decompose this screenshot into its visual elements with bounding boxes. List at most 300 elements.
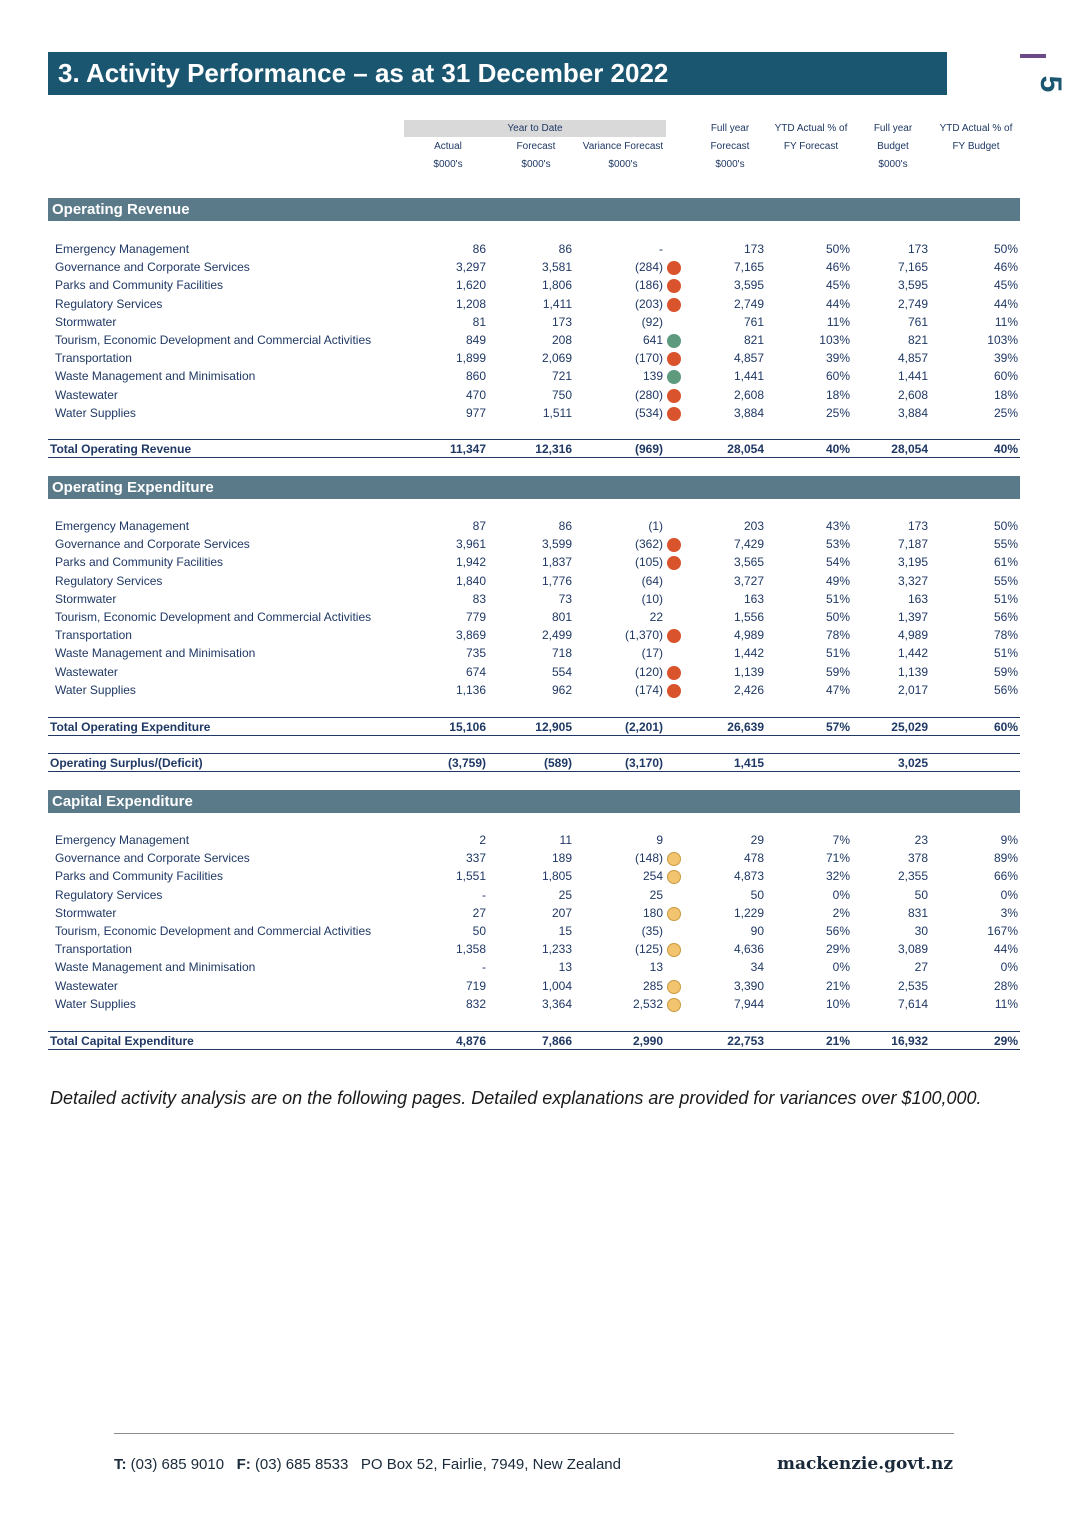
- table-row: [48, 644, 1020, 662]
- status-red-icon: [667, 556, 681, 570]
- cell-fy-forecast: 3,727: [733, 574, 764, 588]
- cell-forecast: (589): [543, 756, 572, 770]
- cell-actual: 832: [465, 997, 486, 1011]
- cell-fy-forecast: 173: [743, 242, 764, 256]
- activity-name: Transportation: [55, 351, 132, 365]
- cell-forecast: 962: [551, 683, 572, 697]
- cell-actual: 3,869: [455, 628, 486, 642]
- cell-actual: 2: [479, 833, 486, 847]
- cell-pct-budget: 59%: [993, 665, 1018, 679]
- cell-pct-forecast: 0%: [832, 960, 850, 974]
- cell-fy-budget: 3,884: [897, 406, 928, 420]
- cell-pct-forecast: 57%: [825, 720, 850, 734]
- total-row: [48, 1031, 1020, 1050]
- cell-forecast: 12,905: [535, 720, 572, 734]
- cell-actual: 849: [465, 333, 486, 347]
- cell-pct-forecast: 18%: [825, 388, 850, 402]
- cell-fy-budget: 4,857: [897, 351, 928, 365]
- activity-name: Emergency Management: [55, 833, 190, 847]
- cell-pct-forecast: 56%: [825, 924, 850, 938]
- cell-pct-budget: 25%: [993, 406, 1018, 420]
- cell-fy-forecast: 3,565: [733, 555, 764, 569]
- table-row: [48, 517, 1020, 535]
- cell-fy-budget: 1,139: [897, 665, 928, 679]
- cell-fy-budget: 761: [907, 315, 928, 329]
- activity-name: Emergency Management: [55, 519, 190, 533]
- cell-actual: 1,358: [455, 942, 486, 956]
- activity-name: Governance and Corporate Services: [55, 537, 250, 551]
- cell-variance: (92): [641, 315, 663, 329]
- cell-variance: 139: [642, 369, 663, 383]
- activity-name: Waste Management and Minimisation: [55, 646, 256, 660]
- page-number-accent: [1020, 54, 1046, 58]
- cell-actual: 860: [465, 369, 486, 383]
- cell-fy-forecast: 1,139: [733, 665, 764, 679]
- cell-fy-forecast: 1,229: [733, 906, 764, 920]
- table-row: [48, 663, 1020, 681]
- header-variance-2: $000's: [608, 159, 638, 170]
- cell-actual: 4,876: [455, 1034, 486, 1048]
- cell-fy-forecast: 3,390: [733, 979, 764, 993]
- activity-name: Wastewater: [55, 665, 118, 679]
- header-fy-budget-3: $000's: [878, 159, 908, 170]
- status-amber-icon: [667, 907, 681, 921]
- cell-fy-budget: 2,355: [897, 869, 928, 883]
- status-red-icon: [667, 261, 681, 275]
- cell-forecast: 721: [551, 369, 572, 383]
- cell-forecast: 13: [558, 960, 572, 974]
- cell-forecast: 86: [558, 242, 572, 256]
- cell-variance: (3,170): [624, 756, 663, 770]
- cell-fy-budget: 173: [907, 242, 928, 256]
- cell-variance: (17): [641, 646, 663, 660]
- cell-variance: (280): [634, 388, 663, 402]
- table-row: [48, 886, 1020, 904]
- cell-fy-budget: 1,441: [897, 369, 928, 383]
- table-row: [48, 626, 1020, 644]
- cell-forecast: 1,411: [542, 297, 572, 311]
- status-red-icon: [667, 629, 681, 643]
- cell-actual: 1,899: [455, 351, 486, 365]
- cell-pct-budget: 55%: [993, 574, 1018, 588]
- cell-fy-budget: 3,195: [897, 555, 928, 569]
- cell-fy-forecast: 29: [750, 833, 764, 847]
- activity-name: Waste Management and Minimisation: [55, 369, 256, 383]
- activity-name: Parks and Community Facilities: [55, 555, 224, 569]
- table-row: [48, 867, 1020, 885]
- section-operating-revenue: [48, 198, 1020, 221]
- cell-forecast: 86: [558, 519, 572, 533]
- cell-pct-budget: 55%: [993, 537, 1018, 551]
- cell-fy-budget: 2,535: [897, 979, 928, 993]
- cell-pct-forecast: 25%: [825, 406, 850, 420]
- cell-actual: 735: [465, 646, 486, 660]
- table-row: [48, 940, 1020, 958]
- cell-pct-forecast: 39%: [825, 351, 850, 365]
- cell-pct-budget: 60%: [993, 720, 1018, 734]
- status-amber-icon: [667, 870, 681, 884]
- cell-forecast: 15: [558, 924, 572, 938]
- activity-name: Wastewater: [55, 388, 118, 402]
- activity-name: Wastewater: [55, 979, 118, 993]
- page-title-bar: [48, 52, 947, 95]
- status-green-icon: [667, 370, 681, 384]
- cell-actual: (3,759): [447, 756, 486, 770]
- cell-pct-budget: 51%: [993, 646, 1018, 660]
- activity-name: Water Supplies: [55, 406, 136, 420]
- cell-fy-forecast: 4,989: [733, 628, 764, 642]
- cell-fy-forecast: 28,054: [727, 442, 764, 456]
- cell-fy-budget: 30: [914, 924, 928, 938]
- activity-name: Emergency Management: [55, 242, 190, 256]
- activity-name: Stormwater: [55, 315, 117, 329]
- cell-actual: 1,840: [455, 574, 486, 588]
- table-row: [48, 958, 1020, 976]
- header-actual-1: Actual: [434, 141, 462, 152]
- table-row: [48, 386, 1020, 404]
- cell-fy-budget: 3,089: [897, 942, 928, 956]
- cell-fy-budget: 378: [907, 851, 928, 865]
- total-row: [48, 439, 1020, 458]
- activity-name: Waste Management and Minimisation: [55, 960, 256, 974]
- website-link[interactable]: mackenzie.govt.nz: [776, 1454, 953, 1474]
- cell-actual: 27: [472, 906, 486, 920]
- cell-variance: 2,532: [632, 997, 663, 1011]
- cell-pct-forecast: 46%: [825, 260, 850, 274]
- cell-fy-forecast: 2,749: [733, 297, 764, 311]
- cell-variance: (969): [634, 442, 663, 456]
- activity-name: Transportation: [55, 942, 132, 956]
- cell-actual: -: [482, 960, 486, 974]
- activity-name: Tourism, Economic Development and Commercial Activities: [55, 610, 372, 624]
- cell-variance: 180: [642, 906, 663, 920]
- cell-variance: 641: [642, 333, 663, 347]
- cell-actual: 337: [465, 851, 486, 865]
- cell-pct-budget: 56%: [993, 610, 1018, 624]
- header-fy-budget-1: Full year: [873, 123, 913, 134]
- cell-actual: 86: [472, 242, 486, 256]
- status-red-icon: [667, 666, 681, 680]
- cell-variance: (170): [634, 351, 663, 365]
- cell-fy-budget: 7,165: [897, 260, 928, 274]
- cell-actual: 1,620: [455, 278, 486, 292]
- cell-pct-forecast: 71%: [825, 851, 850, 865]
- table-row: [48, 240, 1020, 258]
- cell-actual: 15,106: [449, 720, 486, 734]
- cell-variance: (64): [641, 574, 663, 588]
- activity-name: Stormwater: [55, 592, 117, 606]
- cell-fy-forecast: 2,426: [733, 683, 764, 697]
- cell-variance: 2,990: [632, 1034, 663, 1048]
- status-amber-icon: [667, 998, 681, 1012]
- cell-pct-budget: 39%: [993, 351, 1018, 365]
- cell-variance: (1): [648, 519, 663, 533]
- activity-name: Regulatory Services: [55, 297, 163, 311]
- cell-forecast: 1,776: [541, 574, 572, 588]
- cell-pct-budget: 44%: [993, 297, 1018, 311]
- header-variance-1: Variance Forecast: [582, 141, 664, 152]
- cell-pct-budget: 50%: [993, 242, 1018, 256]
- cell-actual: 11,347: [449, 442, 486, 456]
- cell-actual: 81: [472, 315, 486, 329]
- cell-fy-forecast: 821: [743, 333, 764, 347]
- activity-name: Tourism, Economic Development and Commercial Activities: [55, 924, 372, 938]
- cell-forecast: 3,581: [541, 260, 572, 274]
- cell-fy-budget: 3,025: [897, 756, 928, 770]
- cell-actual: 87: [472, 519, 486, 533]
- cell-actual: 3,961: [455, 537, 486, 551]
- cell-pct-budget: 103%: [987, 333, 1018, 347]
- cell-pct-budget: 60%: [993, 369, 1018, 383]
- header-fy-forecast-3: $000's: [715, 159, 745, 170]
- cell-actual: 1,942: [455, 555, 486, 569]
- cell-actual: 1,551: [455, 869, 486, 883]
- cell-fy-budget: 173: [907, 519, 928, 533]
- cell-fy-forecast: 478: [743, 851, 764, 865]
- table-row: [48, 258, 1020, 276]
- table-row: [48, 608, 1020, 626]
- cell-variance: -: [659, 242, 663, 256]
- cell-forecast: 3,364: [541, 997, 572, 1011]
- cell-forecast: 1,806: [541, 278, 572, 292]
- cell-actual: 674: [465, 665, 486, 679]
- table-row: [48, 849, 1020, 867]
- table-row: [48, 553, 1020, 571]
- cell-fy-budget: 3,327: [897, 574, 928, 588]
- cell-variance: (10): [641, 592, 663, 606]
- cell-fy-budget: 831: [907, 906, 928, 920]
- cell-forecast: 207: [551, 906, 572, 920]
- postal-address: PO Box 52, Fairlie, 7949, New Zealand: [360, 1456, 621, 1473]
- footnote: Detailed activity analysis are on the following pages. Detailed explanations are provided for variances over $100,000.: [50, 1088, 982, 1108]
- table-row: [48, 535, 1020, 553]
- table-row: [48, 590, 1020, 608]
- cell-pct-forecast: 78%: [825, 628, 850, 642]
- cell-fy-forecast: 1,442: [733, 646, 764, 660]
- activity-name: Governance and Corporate Services: [55, 851, 250, 865]
- cell-pct-forecast: 45%: [825, 278, 850, 292]
- phone-number: (03) 685 9010: [130, 1456, 225, 1473]
- cell-pct-budget: 167%: [987, 924, 1018, 938]
- cell-pct-budget: 40%: [993, 442, 1018, 456]
- cell-pct-forecast: 51%: [825, 592, 850, 606]
- table-row: [48, 922, 1020, 940]
- header-fy-forecast-1: Full year: [710, 123, 750, 134]
- cell-variance: (284): [634, 260, 663, 274]
- section-label: Operating Revenue: [52, 201, 190, 218]
- cell-variance: (203): [634, 297, 663, 311]
- cell-fy-budget: 2,608: [897, 388, 928, 402]
- cell-forecast: 1,837: [541, 555, 572, 569]
- page-number: 5: [1034, 75, 1067, 93]
- cell-fy-budget: 25,029: [891, 720, 928, 734]
- table-row: [48, 295, 1020, 313]
- cell-pct-budget: 51%: [993, 592, 1018, 606]
- cell-fy-forecast: 22,753: [727, 1034, 764, 1048]
- activity-name: Parks and Community Facilities: [55, 869, 224, 883]
- status-red-icon: [667, 538, 681, 552]
- header-fy-budget-2: Budget: [877, 141, 909, 152]
- table-row: [48, 977, 1020, 995]
- cell-fy-forecast: 4,636: [733, 942, 764, 956]
- cell-pct-forecast: 54%: [825, 555, 850, 569]
- cell-forecast: 1,233: [541, 942, 572, 956]
- cell-fy-budget: 3,595: [897, 278, 928, 292]
- section-label: Capital Expenditure: [52, 793, 193, 810]
- surplus-row: [48, 753, 1020, 772]
- table-row: [48, 831, 1020, 849]
- cell-pct-budget: 29%: [993, 1034, 1018, 1048]
- status-amber-icon: [667, 852, 681, 866]
- cell-variance: 25: [649, 888, 663, 902]
- cell-actual: 977: [465, 406, 486, 420]
- cell-fy-budget: 27: [914, 960, 928, 974]
- cell-variance: (120): [634, 665, 663, 679]
- cell-actual: 779: [465, 610, 486, 624]
- header-pct-forecast-1: YTD Actual % of: [774, 123, 848, 134]
- cell-forecast: 12,316: [535, 442, 572, 456]
- status-red-icon: [667, 407, 681, 421]
- cell-pct-forecast: 7%: [832, 833, 850, 847]
- cell-pct-forecast: 2%: [832, 906, 850, 920]
- cell-actual: 83: [472, 592, 486, 606]
- table-row: [48, 367, 1020, 385]
- cell-variance: (105): [634, 555, 663, 569]
- cell-pct-forecast: 47%: [825, 683, 850, 697]
- table-row: [48, 904, 1020, 922]
- status-red-icon: [667, 298, 681, 312]
- cell-fy-forecast: 2,608: [733, 388, 764, 402]
- cell-variance: (1,370): [624, 628, 663, 642]
- cell-variance: 285: [642, 979, 663, 993]
- status-green-icon: [667, 334, 681, 348]
- activity-name: Total Operating Revenue: [50, 442, 192, 456]
- header-pct-forecast-2: FY Forecast: [783, 141, 839, 152]
- cell-fy-forecast: 3,884: [733, 406, 764, 420]
- cell-forecast: 2,069: [541, 351, 572, 365]
- cell-fy-forecast: 50: [750, 888, 764, 902]
- header-pct-budget-1: YTD Actual % of: [939, 123, 1013, 134]
- cell-forecast: 208: [551, 333, 572, 347]
- cell-pct-forecast: 60%: [825, 369, 850, 383]
- cell-forecast: 554: [551, 665, 572, 679]
- table-row: [48, 995, 1020, 1013]
- cell-variance: (148): [634, 851, 663, 865]
- cell-pct-budget: 28%: [993, 979, 1018, 993]
- cell-fy-budget: 4,989: [897, 628, 928, 642]
- cell-forecast: 750: [551, 388, 572, 402]
- cell-fy-forecast: 163: [743, 592, 764, 606]
- cell-pct-budget: 66%: [993, 869, 1018, 883]
- cell-fy-budget: 50: [914, 888, 928, 902]
- cell-pct-forecast: 44%: [825, 297, 850, 311]
- cell-pct-forecast: 32%: [825, 869, 850, 883]
- table-row: [48, 313, 1020, 331]
- cell-pct-budget: 61%: [993, 555, 1018, 569]
- cell-forecast: 25: [558, 888, 572, 902]
- header-actual-2: $000's: [433, 159, 463, 170]
- cell-variance: (362): [634, 537, 663, 551]
- cell-fy-forecast: 90: [750, 924, 764, 938]
- cell-variance: (35): [641, 924, 663, 938]
- header-forecast-1: Forecast: [516, 141, 556, 152]
- footer-divider: [114, 1433, 954, 1434]
- cell-actual: 719: [465, 979, 486, 993]
- page-title: 3. Activity Performance – as at 31 December 2022: [58, 58, 669, 88]
- ytd-group-header: Year to Date: [507, 123, 563, 134]
- section-operating-expenditure: [48, 476, 1020, 499]
- activity-name: Total Operating Expenditure: [50, 720, 211, 734]
- cell-forecast: 189: [551, 851, 572, 865]
- footer-contact: [114, 1456, 621, 1473]
- activity-name: Stormwater: [55, 906, 117, 920]
- cell-forecast: 1,004: [541, 979, 572, 993]
- cell-pct-forecast: 11%: [826, 315, 850, 329]
- table-row: [48, 572, 1020, 590]
- cell-pct-budget: 56%: [993, 683, 1018, 697]
- cell-pct-budget: 3%: [1000, 906, 1018, 920]
- activity-name: Regulatory Services: [55, 574, 163, 588]
- cell-fy-forecast: 1,415: [733, 756, 764, 770]
- cell-fy-budget: 1,397: [897, 610, 928, 624]
- phone-label: T:: [114, 1456, 127, 1473]
- cell-fy-forecast: 26,639: [727, 720, 764, 734]
- cell-forecast: 1,511: [542, 406, 572, 420]
- status-red-icon: [667, 352, 681, 366]
- cell-fy-budget: 821: [907, 333, 928, 347]
- cell-pct-forecast: 103%: [819, 333, 850, 347]
- table-row: [48, 331, 1020, 349]
- cell-pct-budget: 44%: [993, 942, 1018, 956]
- activity-name: Operating Surplus/(Deficit): [50, 756, 203, 770]
- cell-fy-forecast: 1,441: [733, 369, 764, 383]
- cell-variance: 9: [656, 833, 663, 847]
- cell-forecast: 718: [551, 646, 572, 660]
- status-amber-icon: [667, 980, 681, 994]
- header-pct-budget-2: FY Budget: [952, 141, 1000, 152]
- activity-name: Tourism, Economic Development and Commercial Activities: [55, 333, 372, 347]
- cell-variance: 22: [649, 610, 663, 624]
- cell-fy-budget: 7,614: [897, 997, 928, 1011]
- cell-pct-budget: 11%: [994, 315, 1018, 329]
- cell-fy-forecast: 1,556: [733, 610, 764, 624]
- cell-pct-forecast: 21%: [825, 979, 850, 993]
- table-row: [48, 276, 1020, 294]
- cell-pct-budget: 45%: [993, 278, 1018, 292]
- cell-forecast: 801: [551, 610, 572, 624]
- cell-fy-forecast: 4,857: [733, 351, 764, 365]
- cell-fy-forecast: 7,165: [733, 260, 764, 274]
- cell-forecast: 2,499: [541, 628, 572, 642]
- cell-pct-budget: 18%: [993, 388, 1018, 402]
- table-row: [48, 404, 1020, 422]
- cell-pct-budget: 0%: [1000, 960, 1018, 974]
- activity-name: Regulatory Services: [55, 888, 163, 902]
- cell-pct-budget: 11%: [994, 997, 1018, 1011]
- cell-pct-forecast: 40%: [825, 442, 850, 456]
- cell-variance: (125): [634, 942, 663, 956]
- cell-pct-forecast: 50%: [825, 610, 850, 624]
- activity-name: Transportation: [55, 628, 132, 642]
- cell-pct-forecast: 0%: [832, 888, 850, 902]
- cell-forecast: 7,866: [541, 1034, 572, 1048]
- cell-forecast: 3,599: [541, 537, 572, 551]
- cell-pct-budget: 50%: [993, 519, 1018, 533]
- cell-pct-forecast: 53%: [825, 537, 850, 551]
- cell-variance: (174): [634, 683, 663, 697]
- cell-fy-budget: 1,442: [897, 646, 928, 660]
- cell-pct-forecast: 51%: [825, 646, 850, 660]
